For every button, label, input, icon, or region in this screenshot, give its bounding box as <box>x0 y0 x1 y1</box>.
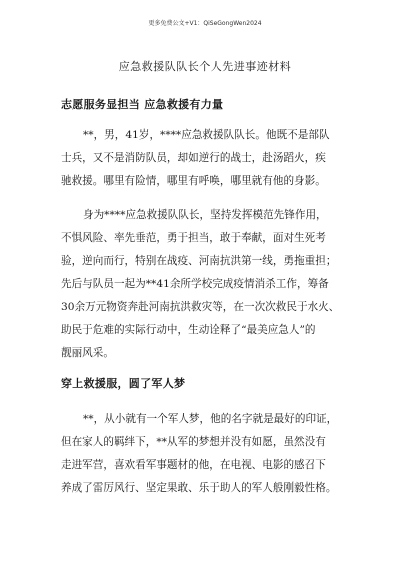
paragraph-2 <box>61 204 351 365</box>
paragraph-line: 验，逆向而行，特别在战疫、河南抗洪第一线，勇拖重担； <box>61 255 337 267</box>
paragraph-line: 但在家人的羁绊下，**从军的梦想并没有如愿，虽然没有 <box>61 436 326 448</box>
section-heading-1: 志愿服务显担当 应急救援有力量 <box>61 98 224 111</box>
paragraph-line: 身为****应急救援队队长，坚持发挥模范先锋作用， <box>83 209 327 221</box>
paragraph-line: 不惧风险、率先垂范，勇于担当，敢于奉献，面对生死考 <box>61 232 326 244</box>
paragraph-3 <box>61 408 351 500</box>
paragraph-line: **，从小就有一个军人梦，他的名字就是最好的印证， <box>83 413 338 425</box>
paragraph-line: 士兵，又不是消防队员，却如逆行的战士，赴汤蹈火，疾 <box>61 152 326 164</box>
page-header-note: 更多免费公文+V1：QiSeGongWen2024 <box>148 20 262 27</box>
paragraph-line: 30余万元物资奔赴河南抗洪救灾等，在一次次救民于水火、 <box>61 301 340 313</box>
paragraph-line: 先后与队员一起为**41余所学校完成疫情消杀工作，筹备 <box>61 278 329 290</box>
paragraph-line: 养成了雷厉风行、坚定果敢、乐于助人的军人般刚毅性格。 <box>61 482 337 494</box>
document-title: 应急救援队队长个人先进事迹材料 <box>118 60 292 73</box>
paragraph-line: 助民于危难的实际行动中，生动诠释了“最美应急人”的 <box>61 324 316 336</box>
paragraph-line: 驰救援。哪里有险情，哪里有呼唤，哪里就有他的身影。 <box>61 175 326 187</box>
paragraph-line: 靓丽风采。 <box>61 347 114 359</box>
section-heading-2: 穿上救援服，圆了军人梦 <box>61 377 186 390</box>
paragraph-line: **，男，41岁，****应急救援队队长。他既不是部队 <box>83 129 330 141</box>
paragraph-1 <box>61 124 351 193</box>
paragraph-line: 走进军营，喜欢看军事题材的他，在电视、电影的感召下 <box>61 459 326 471</box>
